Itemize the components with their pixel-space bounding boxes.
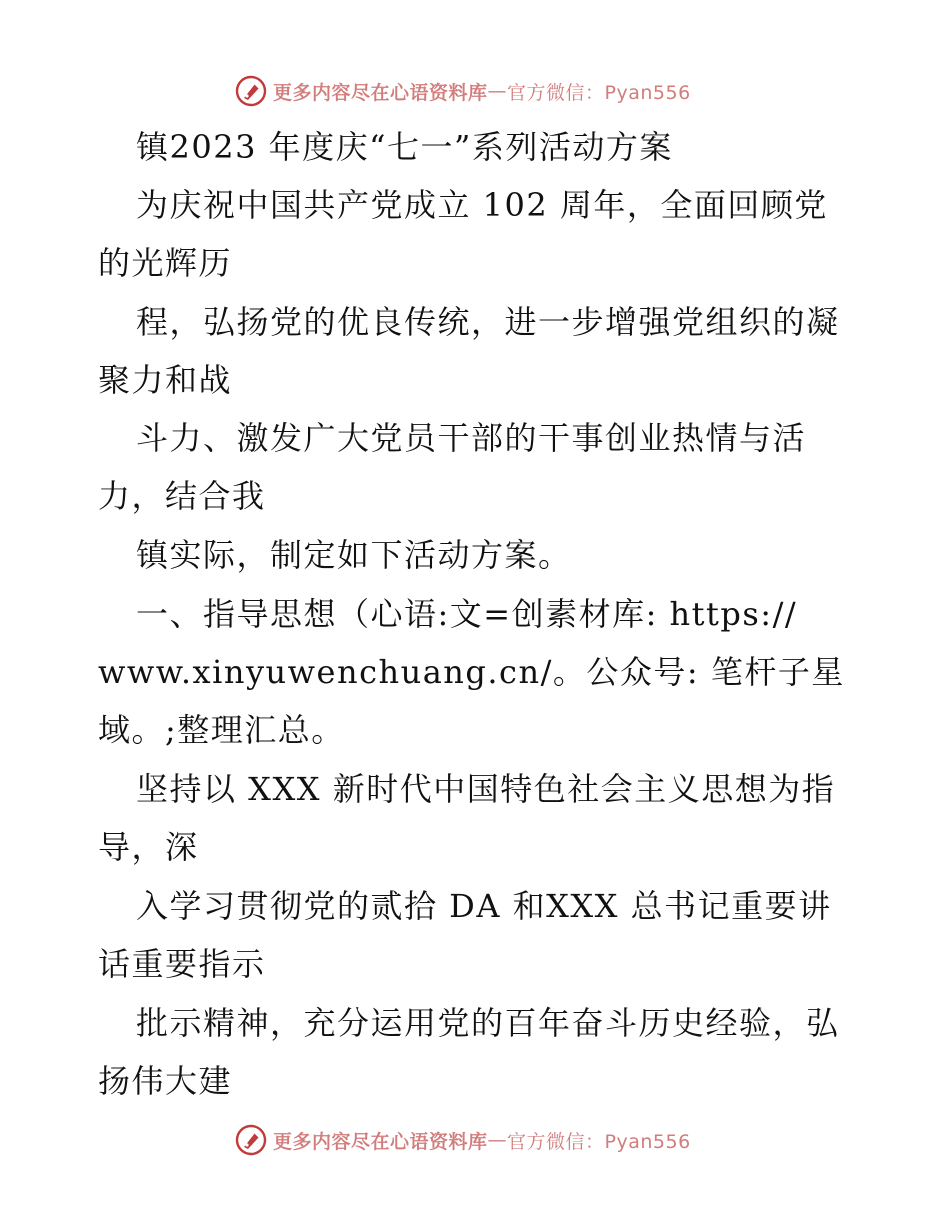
document-title: 镇2023 年度庆“七一”系列活动方案 xyxy=(136,128,673,166)
paragraph-line: 程，弘扬党的优良传统，进一步增强党组织的凝 xyxy=(136,303,840,341)
paragraph-line: 扬伟大建 xyxy=(98,1062,233,1100)
paragraph-line: 入学习贯彻党的贰拾 DA 和XXX 总书记重要讲 xyxy=(136,887,832,925)
paragraph-line: 批示精神，充分运用党的百年奋斗历史经验，弘 xyxy=(136,1004,840,1042)
watermark-main-text: 更多内容尽在心语资料库 xyxy=(273,1130,488,1153)
paragraph-line: 坚持以 XXX 新时代中国特色社会主义思想为指 xyxy=(136,770,836,808)
paragraph-line: 的光辉历 xyxy=(98,244,233,282)
paragraph-line: www.xinyuwenchuang.cn/。公众号: 笔杆子星 xyxy=(98,653,845,691)
watermark-wechat-text: 官方微信：Pyan556 xyxy=(507,81,691,104)
watermark-wechat-text: 官方微信：Pyan556 xyxy=(507,1130,691,1153)
pen-nib-logo-icon xyxy=(235,75,267,107)
paragraph-line: 为庆祝中国共产党成立 102 周年，全面回顾党 xyxy=(136,186,828,224)
section-heading: 一、指导思想（心语:文=创素材库: https:// xyxy=(136,595,798,633)
watermark-banner-bottom xyxy=(235,1123,715,1157)
pen-nib-logo-icon xyxy=(235,1124,267,1156)
paragraph-line: 斗力、激发广大党员干部的干事创业热情与活 xyxy=(136,419,807,457)
watermark-main-text: 更多内容尽在心语资料库 xyxy=(273,81,488,104)
paragraph-line: 力，结合我 xyxy=(98,477,266,515)
paragraph-line: 聚力和战 xyxy=(98,361,233,399)
paragraph-line: 域。;整理汇总。 xyxy=(98,711,345,749)
paragraph-line: 导，深 xyxy=(98,828,199,866)
paragraph-line: 话重要指示 xyxy=(98,945,266,983)
watermark-banner-top xyxy=(235,74,715,108)
watermark-dash: — xyxy=(487,80,508,102)
watermark-dash: — xyxy=(487,1129,508,1151)
paragraph-line: 镇实际，制定如下活动方案。 xyxy=(136,536,572,574)
